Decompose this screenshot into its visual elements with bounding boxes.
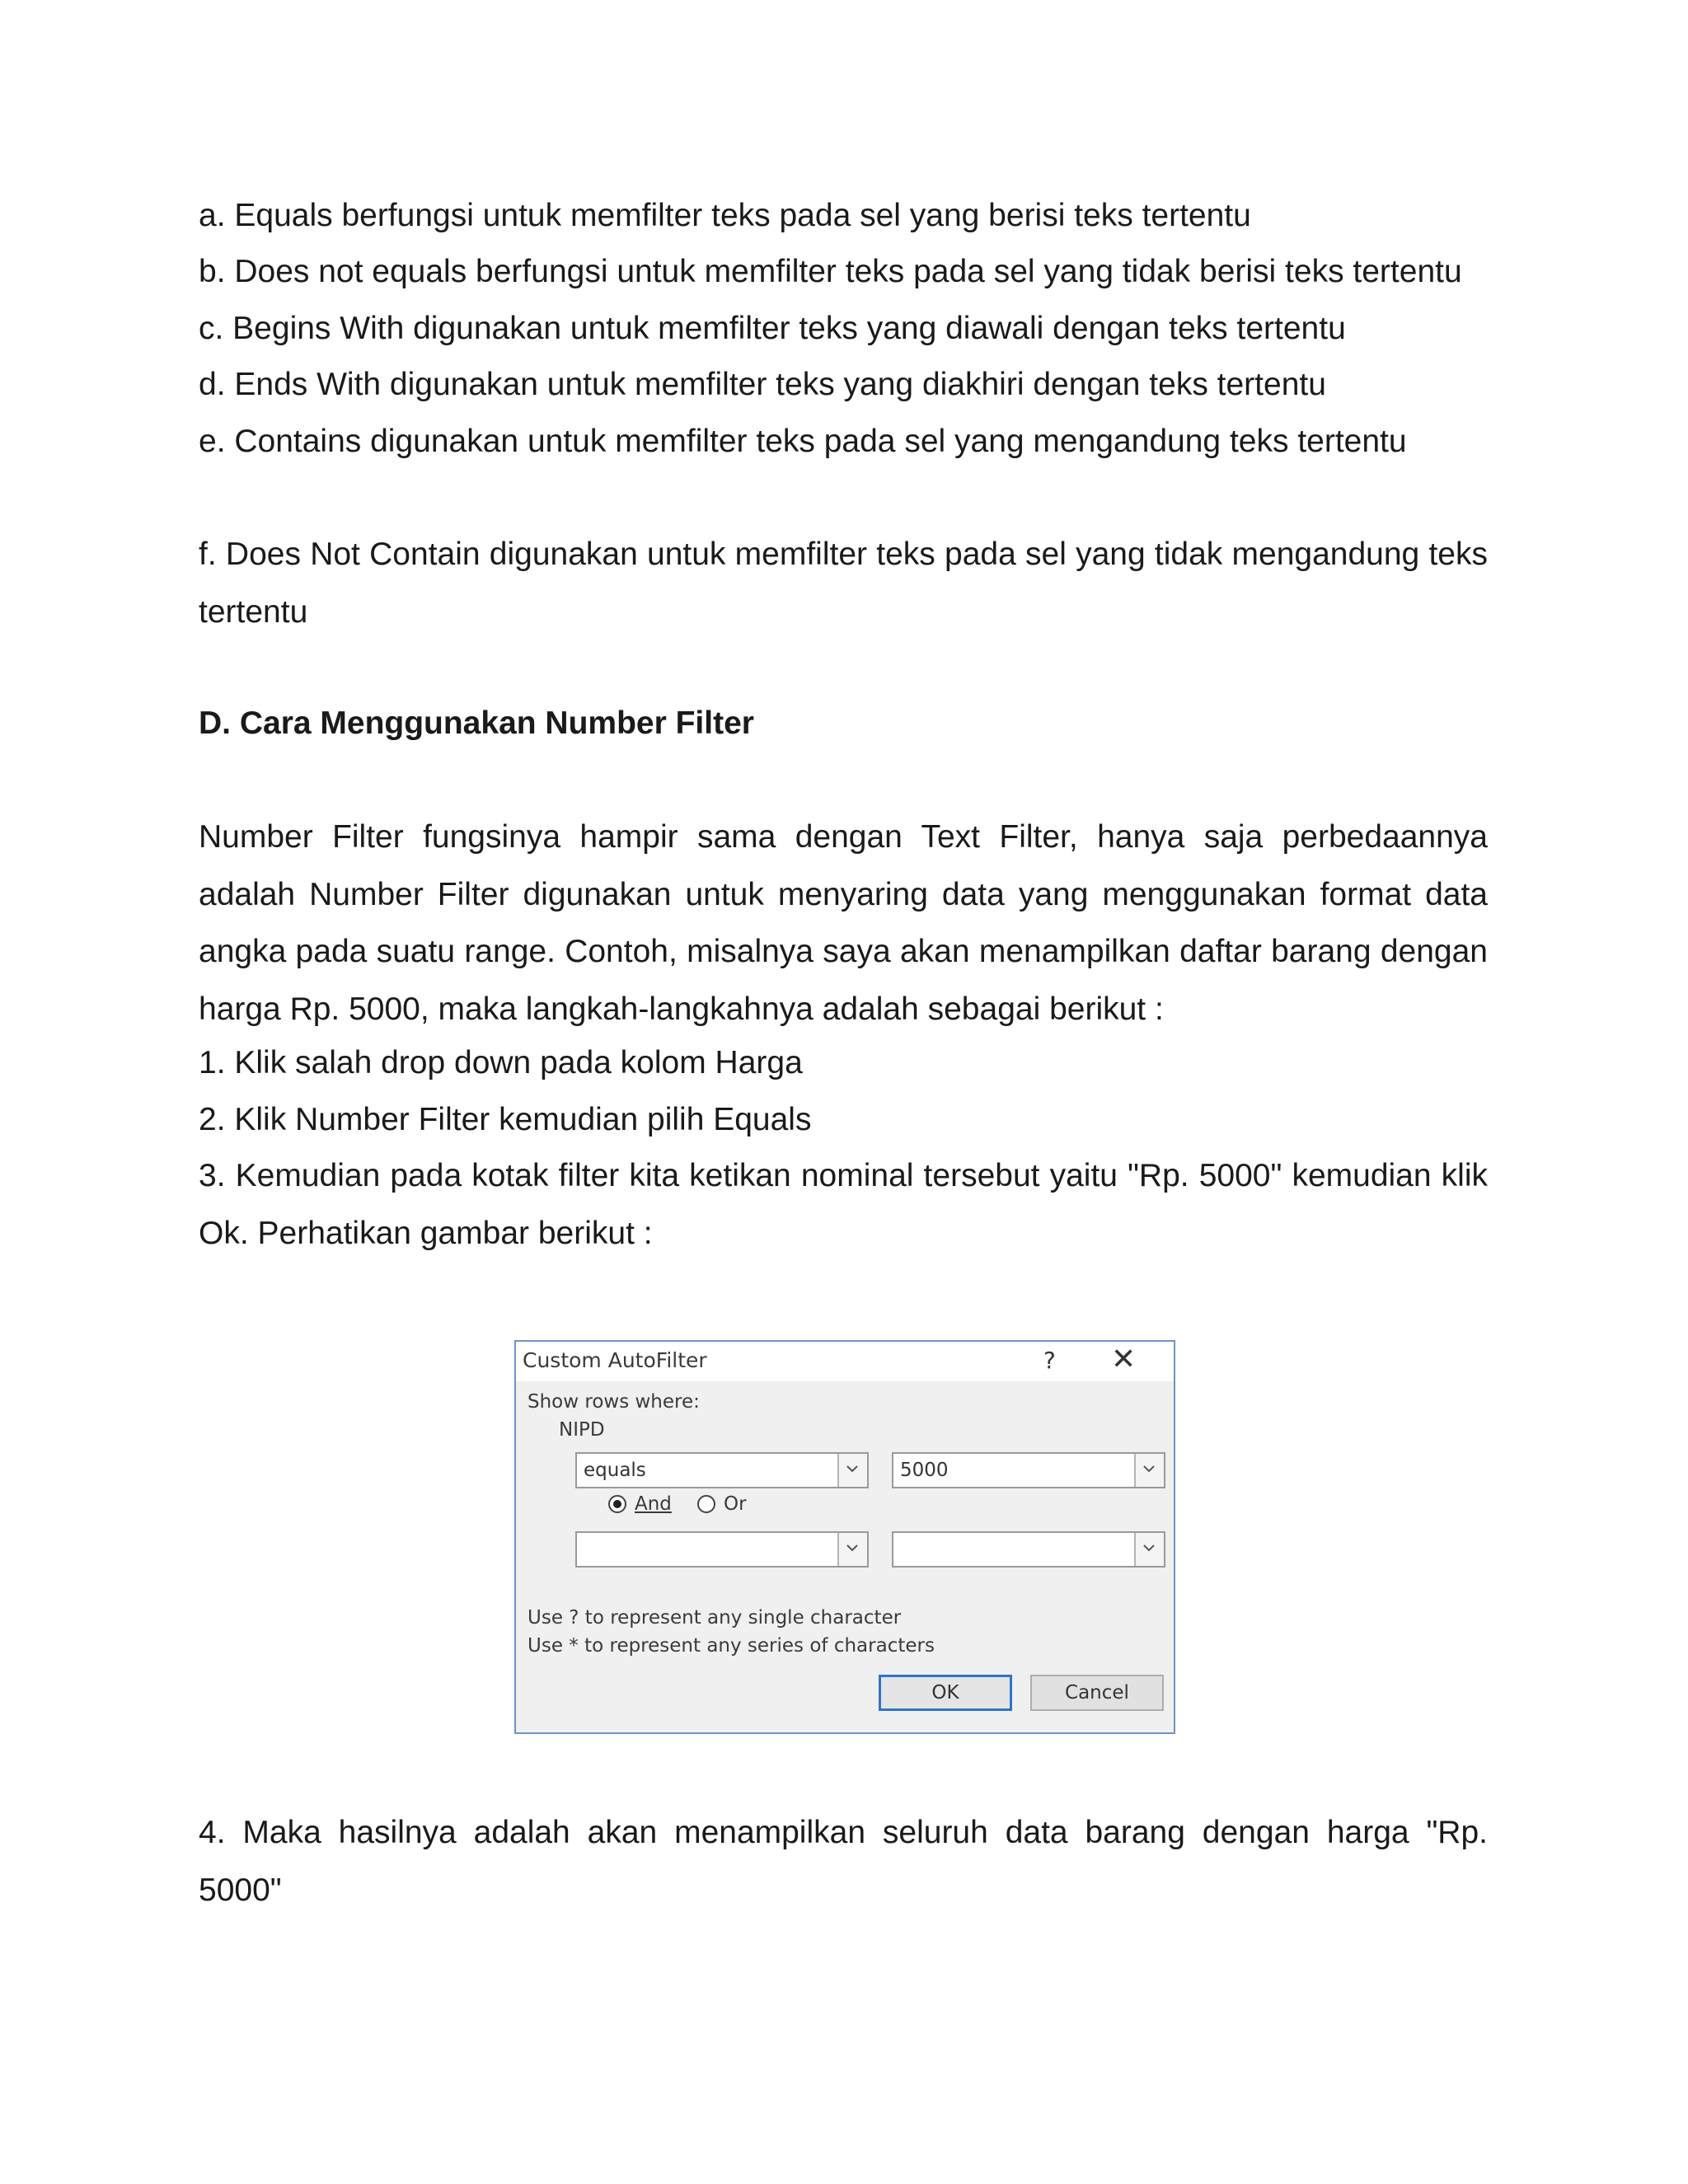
dialog-titlebar — [516, 1342, 1174, 1381]
value-1-combobox[interactable] — [892, 1452, 1165, 1488]
list-item-e: e. Contains digunakan untuk memfilter teks pada sel yang mengandung teks tertentu — [199, 424, 1407, 459]
chevron-down-icon[interactable] — [1134, 1454, 1164, 1487]
or-radio[interactable] — [697, 1495, 715, 1513]
operator-1-dropdown[interactable] — [575, 1452, 869, 1488]
value-1-text: 5000 — [900, 1460, 949, 1481]
list-item-a: a. Equals berfungsi untuk memfilter teks pada sel yang berisi teks tertentu — [199, 198, 1251, 233]
intro-paragraph: Number Filter fungsinya hampir sama dengan Text Filter, hanya saja perbedaannya adalah Number Filter digunakan untuk menyaring data yang menggunakan format data angka pada suatu range. Contoh, misalnya saya akan menampilkan daftar barang dengan harga Rp. 5000, maka langkah-langkahnya adalah sebagai berikut : — [199, 819, 1488, 1027]
and-radio[interactable] — [608, 1495, 626, 1513]
step-4: 4. Maka hasilnya adalah akan menampilkan seluruh data barang dengan harga "Rp. 5000" — [199, 1815, 1488, 1908]
chevron-down-icon[interactable] — [1134, 1533, 1164, 1566]
and-label: And — [635, 1493, 672, 1515]
list-item-d: d. Ends With digunakan untuk memfilter teks yang diakhiri dengan teks tertentu — [199, 367, 1326, 402]
list-item-c: c. Begins With digunakan untuk memfilter teks yang diawali dengan teks tertentu — [199, 311, 1346, 346]
close-icon[interactable]: ✕ — [1111, 1343, 1137, 1376]
custom-autofilter-dialog — [514, 1340, 1175, 1734]
help-icon[interactable]: ? — [1043, 1347, 1056, 1374]
section-heading: D. Cara Menggunakan Number Filter — [199, 705, 754, 741]
operator-2-dropdown[interactable] — [575, 1531, 869, 1568]
operator-1-value: equals — [584, 1460, 646, 1481]
value-2-combobox[interactable] — [892, 1531, 1165, 1568]
cancel-button[interactable]: Cancel — [1030, 1675, 1164, 1711]
hint-single-character: Use ? to represent any single character — [528, 1607, 902, 1629]
or-label: Or — [724, 1493, 747, 1515]
ok-button[interactable]: OK — [879, 1675, 1012, 1711]
step-3: 3. Kemudian pada kotak filter kita ketikan nominal tersebut yaitu "Rp. 5000" kemudian klik Ok. Perhatikan gambar berikut : — [199, 1158, 1488, 1251]
list-item-b: b. Does not equals berfungsi untuk memfilter teks pada sel yang tidak berisi teks tertentu — [199, 254, 1462, 289]
chevron-down-icon[interactable] — [837, 1533, 867, 1566]
step-2: 2. Klik Number Filter kemudian pilih Equals — [199, 1102, 812, 1137]
dialog-body — [516, 1381, 1174, 1732]
field-name-label: NIPD — [559, 1419, 605, 1441]
hint-series-characters: Use * to represent any series of characters — [528, 1635, 935, 1657]
list-item-f: f. Does Not Contain digunakan untuk memfilter teks pada sel yang tidak mengandung teks tertentu — [199, 537, 1488, 630]
show-rows-label: Show rows where: — [528, 1391, 700, 1413]
chevron-down-icon[interactable] — [837, 1454, 867, 1487]
step-1: 1. Klik salah drop down pada kolom Harga — [199, 1045, 803, 1080]
dialog-title: Custom AutoFilter — [523, 1348, 707, 1372]
